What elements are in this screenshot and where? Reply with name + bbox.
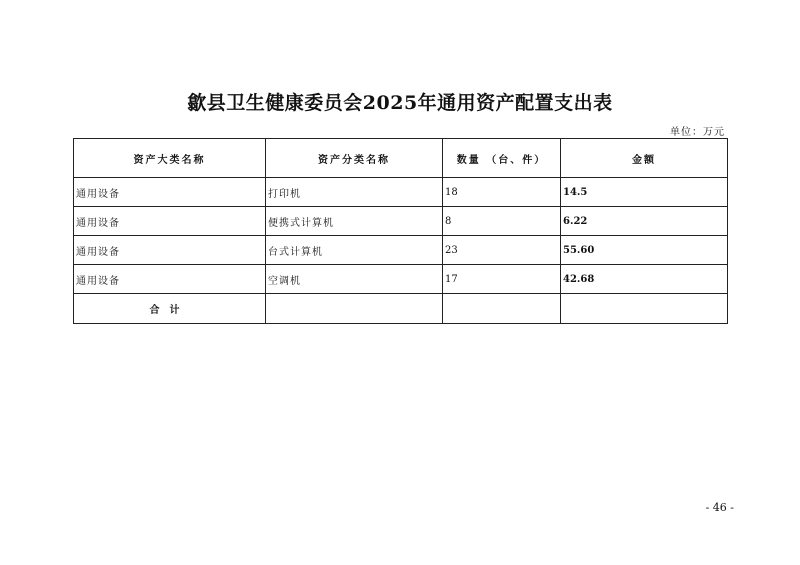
cell-amount: 42.68 [561, 265, 728, 294]
cell-quantity: 8 [443, 207, 561, 236]
total-label: 合计 [74, 294, 266, 324]
cell-category: 通用设备 [74, 265, 266, 294]
cell-amount: 6.22 [561, 207, 728, 236]
cell-quantity: 23 [443, 236, 561, 265]
table-row [74, 178, 728, 207]
cell-subcategory: 台式计算机 [266, 236, 443, 265]
table-row [74, 236, 728, 265]
cell-amount: 55.60 [561, 236, 728, 265]
table-row [74, 207, 728, 236]
cell-subcategory: 打印机 [266, 178, 443, 207]
cell-amount: 14.5 [561, 178, 728, 207]
cell-quantity: 18 [443, 178, 561, 207]
header-amount: 金额 [561, 139, 728, 178]
cell-category: 通用设备 [74, 178, 266, 207]
total-amount [561, 294, 728, 324]
header-asset-subcategory: 资产分类名称 [266, 139, 443, 178]
asset-expenditure-table [73, 138, 728, 324]
header-asset-category: 资产大类名称 [74, 139, 266, 178]
table-row [74, 265, 728, 294]
cell-subcategory: 便携式计算机 [266, 207, 443, 236]
cell-quantity: 17 [443, 265, 561, 294]
total-row [74, 294, 728, 324]
unit-note: 单位：万元 [670, 127, 725, 138]
total-empty-cell [266, 294, 443, 324]
table-header-row [74, 139, 728, 178]
total-quantity [443, 294, 561, 324]
cell-category: 通用设备 [74, 207, 266, 236]
cell-category: 通用设备 [74, 236, 266, 265]
header-quantity: 数量 （台、件） [443, 139, 561, 178]
document-title: 歙县卫生健康委员会2025年通用资产配置支出表 [187, 92, 613, 114]
page-number: - 46 - [705, 501, 734, 514]
cell-subcategory: 空调机 [266, 265, 443, 294]
